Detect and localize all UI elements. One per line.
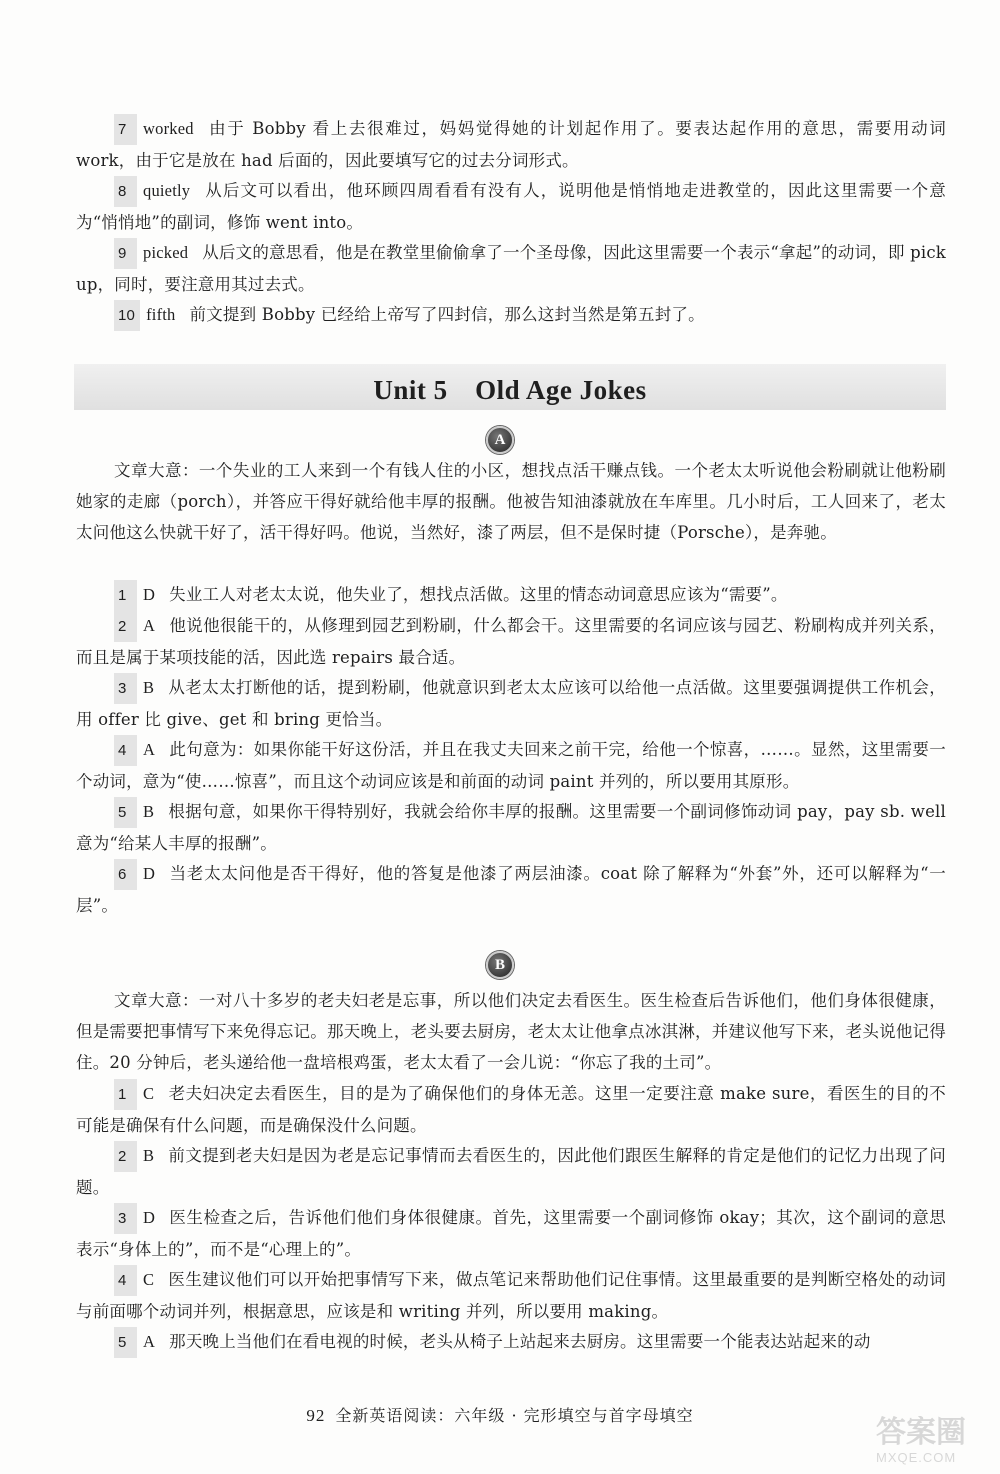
item-explanation: 前文提到老夫妇是因为老是忘记事情而去看医生的，因此他们跟医生解释的肯定是他们的记忆力出现了问题。 xyxy=(76,1146,946,1197)
section-a-item-2 xyxy=(76,610,946,673)
section-b-item-4 xyxy=(76,1264,946,1327)
item-number: 5 xyxy=(114,797,137,828)
item-explanation: 医生检查之后，告诉他们他们身体很健康。首先，这里需要一个副词修饰 okay；其次，这个副词的意思表示“身体上的”，而不是“心理上的”。 xyxy=(76,1208,946,1259)
answer-item-10 xyxy=(76,299,946,331)
item-answer: B xyxy=(143,802,155,821)
item-answer: C xyxy=(143,1084,155,1103)
section-b-item-2 xyxy=(76,1140,946,1203)
item-answer: D xyxy=(143,585,156,604)
item-answer: quietly xyxy=(143,181,191,200)
item-answer: fifth xyxy=(146,305,176,324)
watermark-top: 答案圈 xyxy=(876,1416,966,1449)
unit-banner xyxy=(74,364,946,410)
item-number: 7 xyxy=(114,114,137,145)
section-b-summary: 文章大意：一对八十多岁的老夫妇老是忘事，所以他们决定去看医生。医生检查后告诉他们，他们身体很健康，但是需要把事情写下来免得忘记。那天晚上，老头要去厨房，老太太让他拿点冰淇淋，并建议他写下来，老头说他记得住。20 分钟后，老头递给他一盘培根鸡蛋，老太太看了一会儿说：“你忘了我的土司”。 xyxy=(76,991,946,1072)
section-a-item-6 xyxy=(76,858,946,921)
item-explanation: 从后文的意思看，他是在教堂里偷偷拿了一个圣母像，因此这里需要一个表示“拿起”的动词，即 pick up，同时，要注意用其过去式。 xyxy=(76,243,946,294)
answer-item-8 xyxy=(76,175,946,238)
item-number: 2 xyxy=(114,611,137,642)
item-answer: B xyxy=(143,1146,155,1165)
item-explanation: 他说他很能干的，从修理到园艺到粉刷，什么都会干。这里需要的名词应该与园艺、粉刷构成并列关系，而且是属于某项技能的活，因此选 repairs 最合适。 xyxy=(76,616,946,667)
item-number: 6 xyxy=(114,859,137,890)
item-explanation: 从老太太打断他的话，提到粉刷，他就意识到老太太应该可以给他一点活做。这里要强调提供工作机会，用 offer 比 give、get 和 bring 更恰当。 xyxy=(76,678,946,729)
answer-item-7 xyxy=(76,113,946,176)
item-number: 10 xyxy=(114,300,140,331)
section-b-item-5 xyxy=(76,1326,946,1358)
item-explanation: 前文提到 Bobby 已经给上帝写了四封信，那么这封当然是第五封了。 xyxy=(189,305,705,324)
item-explanation: 失业工人对老太太说，他失业了，想找点活做。这里的情态动词意思应该为“需要”。 xyxy=(169,585,788,604)
item-answer: A xyxy=(143,1332,156,1351)
section-b-item-1 xyxy=(76,1078,946,1141)
item-answer: worked xyxy=(143,119,194,138)
item-answer: D xyxy=(143,864,156,883)
section-a-item-3 xyxy=(76,672,946,735)
item-explanation: 当老太太问他是否干得好，他的答复是他漆了两层油漆。coat 除了解释为“外套”外，还可以解释为“一层”。 xyxy=(76,864,946,915)
watermark-logo xyxy=(876,1416,986,1470)
item-answer: C xyxy=(143,1270,155,1289)
item-number: 3 xyxy=(114,673,137,704)
item-number: 2 xyxy=(114,1141,137,1172)
item-explanation: 从后文可以看出，他环顾四周看看有没有人，说明他是悄悄地走进教堂的，因此这里需要一个意为“悄悄地”的副词，修饰 went into。 xyxy=(76,181,946,232)
item-answer: A xyxy=(143,740,156,759)
item-number: 4 xyxy=(114,1265,137,1296)
item-explanation: 由于 Bobby 看上去很难过，妈妈觉得她的计划起作用了。要表达起作用的意思，需要用动词 work，由于它是放在 had 后面的，因此要填写它的过去分词形式。 xyxy=(76,119,946,170)
section-a-item-5 xyxy=(76,796,946,859)
item-number: 3 xyxy=(114,1203,137,1234)
section-a-badge: A xyxy=(486,426,514,454)
page-number: 92 xyxy=(306,1406,326,1425)
section-b-badge: B xyxy=(486,951,514,979)
item-number: 9 xyxy=(114,238,137,269)
section-a-summary: 文章大意：一个失业的工人来到一个有钱人住的小区，想找点活干赚点钱。一个老太太听说他会粉刷就让他粉刷她家的走廊（porch），并答应干得好就给他丰厚的报酬。他被告知油漆就放在车库里。几小时后，工人回来了，老太太问他这么快就干好了，活干得好吗。他说，当然好，漆了两层，但不是保时捷（Porsche），是奔驰。 xyxy=(76,461,946,542)
page-footer xyxy=(0,1403,1000,1426)
item-answer: B xyxy=(143,678,155,697)
item-explanation: 根据句意，如果你干得特别好，我就会给你丰厚的报酬。这里需要一个副词修饰动词 pay，pay sb. well 意为“给某人丰厚的报酬”。 xyxy=(76,802,946,853)
section-b-item-3 xyxy=(76,1202,946,1265)
item-explanation: 此句意为：如果你能干好这份活，并且在我丈夫回来之前干完，给他一个惊喜，……。显然，这里需要一个动词，意为“使……惊喜”，而且这个动词应该是和前面的动词 paint 并列的，所以要用其原形。 xyxy=(76,740,946,791)
book-title: 全新英语阅读：六年级 · 完形填空与首字母填空 xyxy=(335,1406,694,1425)
watermark-bottom: MXQE.COM xyxy=(876,1450,957,1465)
item-explanation: 那天晚上当他们在看电视的时候，老头从椅子上站起来去厨房。这里需要一个能表达站起来的动 xyxy=(169,1332,871,1351)
item-number: 8 xyxy=(114,176,137,207)
item-number: 4 xyxy=(114,735,137,766)
item-answer: D xyxy=(143,1208,156,1227)
item-number: 5 xyxy=(114,1327,137,1358)
section-a-item-1 xyxy=(76,579,946,611)
item-answer: A xyxy=(143,616,156,635)
item-explanation: 老夫妇决定去看医生，目的是为了确保他们的身体无恙。这里一定要注意 make sure，看医生的目的不可能是确保有什么问题，而是确保没什么问题。 xyxy=(76,1084,946,1135)
item-explanation: 医生建议他们可以开始把事情写下来，做点笔记来帮助他们记住事情。这里最重要的是判断空格处的动词与前面哪个动词并列，根据意思，应该是和 writing 并列，所以要用 making。 xyxy=(76,1270,946,1321)
section-a-item-4 xyxy=(76,734,946,797)
item-number: 1 xyxy=(114,1079,137,1110)
item-answer: picked xyxy=(143,243,189,262)
answer-item-9 xyxy=(76,237,946,300)
unit-title: Unit 5 Old Age Jokes xyxy=(373,375,647,405)
item-number: 1 xyxy=(114,580,137,611)
